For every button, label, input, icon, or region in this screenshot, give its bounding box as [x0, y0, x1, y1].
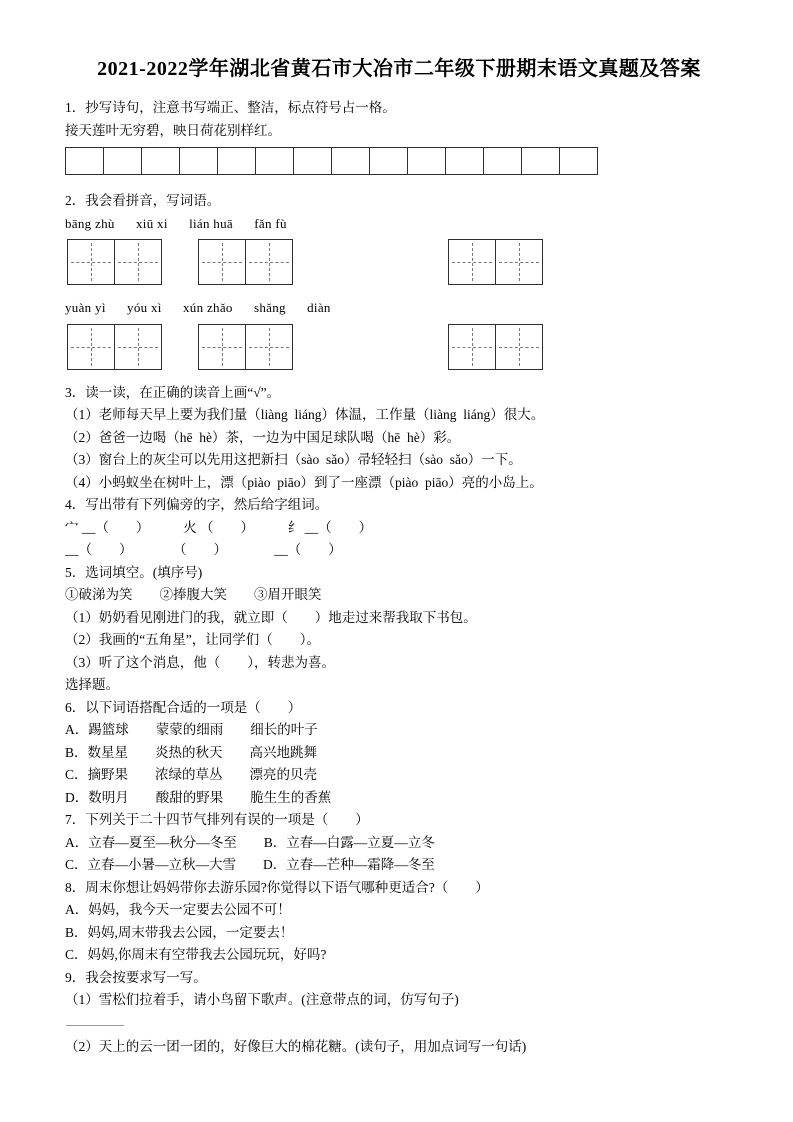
tian-cell [448, 239, 496, 285]
q9-item-2: （2）天上的云一团一团的，好像巨大的棉花糖。(读句子，用加点词写一句话) [65, 1038, 527, 1054]
choice-section-label: 选择题。 [65, 677, 119, 692]
tian-cell [198, 324, 246, 370]
q5-word-bank: ①破涕为笑 ②捧腹大笑 ③眉开眼笑 [65, 587, 322, 602]
tian-cell [114, 324, 162, 370]
q2-prompt: 2．我会看拼音，写词语。 [65, 193, 221, 208]
copy-cell [331, 147, 370, 175]
q9-item-1: （1）雪松们拉着手，请小鸟留下歌声。(注意带点的词，仿写句子) [65, 992, 459, 1007]
q6-option-d: D．数明月 酸甜的野果 脆生生的香蕉 [65, 789, 332, 805]
page-title: 2021-2022学年湖北省黄石市大冶市二年级下册期末语文真题及答案 [97, 58, 701, 80]
q6-option-a: A．踢篮球 蒙蒙的细雨 细长的叶子 [65, 722, 318, 737]
copy-cell [559, 147, 598, 175]
tian-grid-group [198, 239, 293, 285]
q8-prompt: 8．周末你想让妈妈带你去游乐园?你觉得以下语气哪种更适合?（ ） [65, 879, 489, 895]
q2-grid-row-1 [65, 239, 733, 285]
copy-cell [369, 147, 408, 175]
q3-item-4: （4）小蚂蚁坐在树叶上，漂（piào piāo）到了一座漂（piào piāo）亮的小岛上。 [65, 474, 543, 490]
q5-item-1: （1）奶奶看见刚进门的我，就立即（ ）地走过来帮我取下书包。 [65, 609, 477, 625]
q2-grid-row-2 [65, 324, 733, 370]
copy-cell [141, 147, 180, 175]
tian-cell [495, 239, 543, 285]
q4-radical-row-2: __（ ） （ ） __（ ） [65, 542, 342, 557]
answer-blank-line [66, 1025, 124, 1026]
copy-cell [483, 147, 522, 175]
tian-grid-group [67, 324, 162, 370]
tian-cell [114, 239, 162, 285]
copy-cell [103, 147, 142, 175]
q3-prompt: 3．读一读，在正确的读音上画“√”。 [65, 384, 281, 400]
tian-cell [245, 324, 293, 370]
q3-item-3: （3）窗台上的灰尘可以先用这把新扫（sào sǎo）帚轻轻扫（sào sǎo）一下。 [65, 452, 522, 467]
q2-pinyin-row-2: yuàn yì yóu xì xún zhǎo shǎng diàn [65, 300, 331, 315]
q8-option-b: B．妈妈,周末带我去公园，一定要去！ [65, 924, 294, 940]
q5-item-3: （3）听了这个消息，他（ ），转悲为喜。 [65, 654, 335, 670]
tian-grid-group [198, 324, 293, 370]
q7-options-row-1: A．立春—夏至—秋分—冬至 B．立春—白露—立夏—立冬 [65, 834, 435, 850]
q3-item-1: （1）老师每天早上要为我们量（liàng liáng）体温，工作量（liàng liáng）很大。 [65, 407, 545, 422]
tian-cell [67, 324, 115, 370]
q3-item-2: （2）爸爸一边喝（hē hè）茶，一边为中国足球队喝（hē hè）彩。 [65, 429, 461, 445]
q2-pinyin-row-1: bāng zhù xiū xi lián huā fǎn fù [65, 215, 287, 231]
q8-option-a: A．妈妈，我今天一定要去公园不可！ [65, 902, 291, 917]
q7-options-row-2: C．立春—小暑—立秋—大雪 D．立春—芒种—霜降—冬至 [65, 857, 435, 872]
copy-cell [255, 147, 294, 175]
copy-cell [521, 147, 560, 175]
q6-prompt: 6．以下词语搭配合适的一项是（ ） [65, 699, 302, 715]
q8-option-c: C．妈妈,你周末有空带我去公园玩玩，好吗? [65, 947, 327, 962]
tian-cell [448, 324, 496, 370]
q9-prompt: 9．我会按要求写一写。 [65, 969, 207, 985]
copy-cell [65, 147, 104, 175]
q5-item-2: （2）我画的“五角星”，让同学们（ ）。 [65, 632, 320, 647]
q1-poem: 接天莲叶无穷碧，映日荷花别样红。 [65, 122, 281, 138]
q6-option-b: B．数星星 炎热的秋天 高兴地跳舞 [65, 744, 318, 760]
tian-grid-group [67, 239, 162, 285]
tian-cell [67, 239, 115, 285]
q6-option-c: C．摘野果 浓绿的草丛 漂亮的贝壳 [65, 767, 318, 782]
copy-cell [445, 147, 484, 175]
tian-grid-group [448, 239, 543, 285]
copy-cell [293, 147, 332, 175]
tian-cell [198, 239, 246, 285]
tian-cell [495, 324, 543, 370]
tian-grid-group [448, 324, 543, 370]
q1-copy-grid [65, 147, 733, 175]
q1-prompt: 1．抄写诗句，注意书写端正、整洁，标点符号占一格。 [65, 100, 396, 115]
q7-prompt: 7．下列关于二十四节气排列有误的一项是（ ） [65, 812, 369, 827]
tian-cell [245, 239, 293, 285]
copy-cell [217, 147, 256, 175]
q5-prompt: 5．选词填空。(填序号) [65, 564, 203, 580]
copy-cell [179, 147, 218, 175]
q4-radical-row-1: 宀 __（ ） 火 （ ） 纟 __（ ） [65, 519, 373, 535]
q4-prompt: 4．写出带有下列偏旁的字，然后给字组词。 [65, 497, 329, 512]
copy-cell [407, 147, 446, 175]
